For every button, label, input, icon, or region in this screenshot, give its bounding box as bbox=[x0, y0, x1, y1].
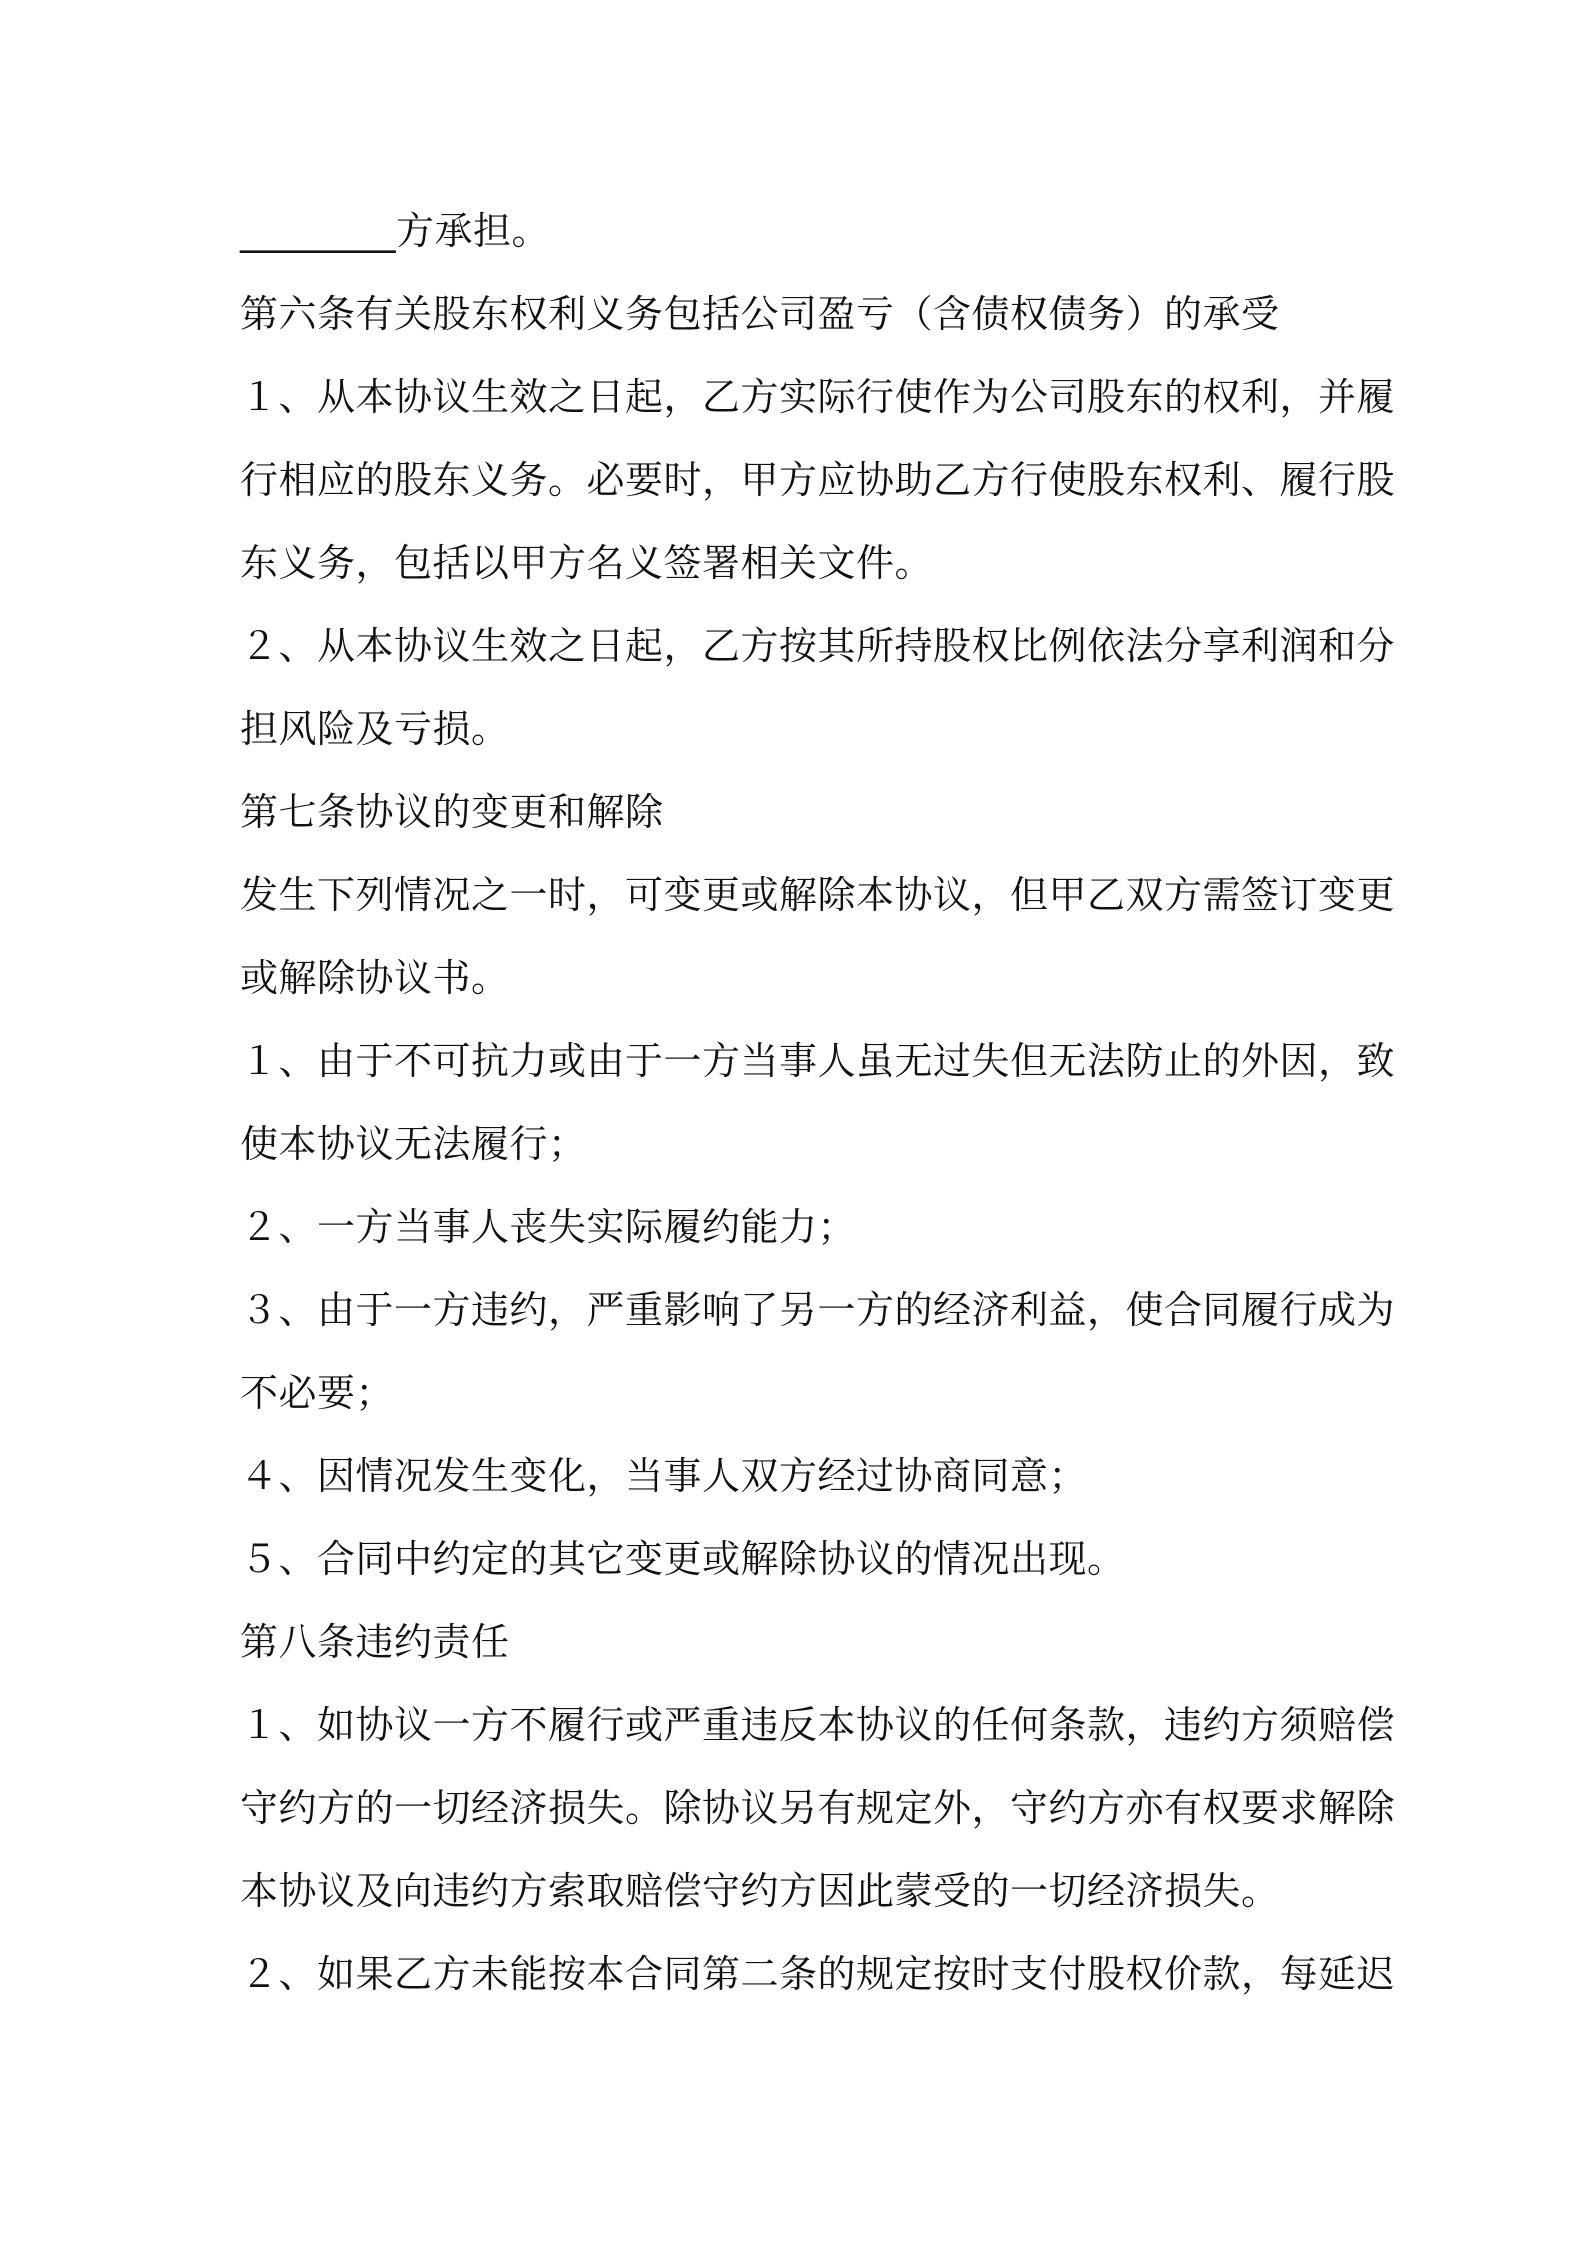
text-line: 担风险及亏损。 bbox=[240, 707, 510, 751]
article-heading: 第八条违约责任 bbox=[240, 1620, 510, 1664]
article-heading: 第六条有关股东权利义务包括公司盈亏（含债权债务）的承受 bbox=[240, 292, 1280, 336]
text-line: 不必要； bbox=[240, 1371, 395, 1415]
text-line: ４、因情况发生变化，当事人双方经过协商同意； bbox=[240, 1454, 1088, 1498]
text-line: 使本协议无法履行； bbox=[240, 1122, 587, 1166]
text-line: １、从本协议生效之日起，乙方实际行使作为公司股东的权利，并履 bbox=[240, 375, 1396, 419]
text-line: 行相应的股东义务。必要时，甲方应协助乙方行使股东权利、履行股 bbox=[240, 458, 1396, 502]
text-line: 发生下列情况之一时，可变更或解除本协议，但甲乙双方需签订变更 bbox=[240, 873, 1396, 917]
text-line: ３、由于一方违约，严重影响了另一方的经济利益，使合同履行成为 bbox=[240, 1288, 1396, 1332]
text-line: １、由于不可抗力或由于一方当事人虽无过失但无法防止的外因，致 bbox=[240, 1039, 1396, 1083]
text-line: ２、一方当事人丧失实际履约能力； bbox=[240, 1205, 857, 1249]
text-line: ２、从本协议生效之日起，乙方按其所持股权比例依法分享利润和分 bbox=[240, 624, 1396, 668]
text-line: 守约方的一切经济损失。除协议另有规定外，守约方亦有权要求解除 bbox=[240, 1786, 1396, 1830]
text-line: ５、合同中约定的其它变更或解除协议的情况出现。 bbox=[240, 1537, 1126, 1581]
article-heading: 第七条协议的变更和解除 bbox=[240, 790, 664, 834]
text-line: 本协议及向违约方索取赔偿守约方因此蒙受的一切经济损失。 bbox=[240, 1869, 1280, 1913]
text-line: 或解除协议书。 bbox=[240, 956, 510, 1000]
text-line: ________方承担。 bbox=[240, 209, 551, 253]
text-line: ２、如果乙方未能按本合同第二条的规定按时支付股权价款，每延迟 bbox=[240, 1952, 1396, 1996]
text-line: １、如协议一方不履行或严重违反本协议的任何条款，违约方须赔偿 bbox=[240, 1703, 1396, 1747]
text-line: 东义务，包括以甲方名义签署相关文件。 bbox=[240, 541, 934, 585]
